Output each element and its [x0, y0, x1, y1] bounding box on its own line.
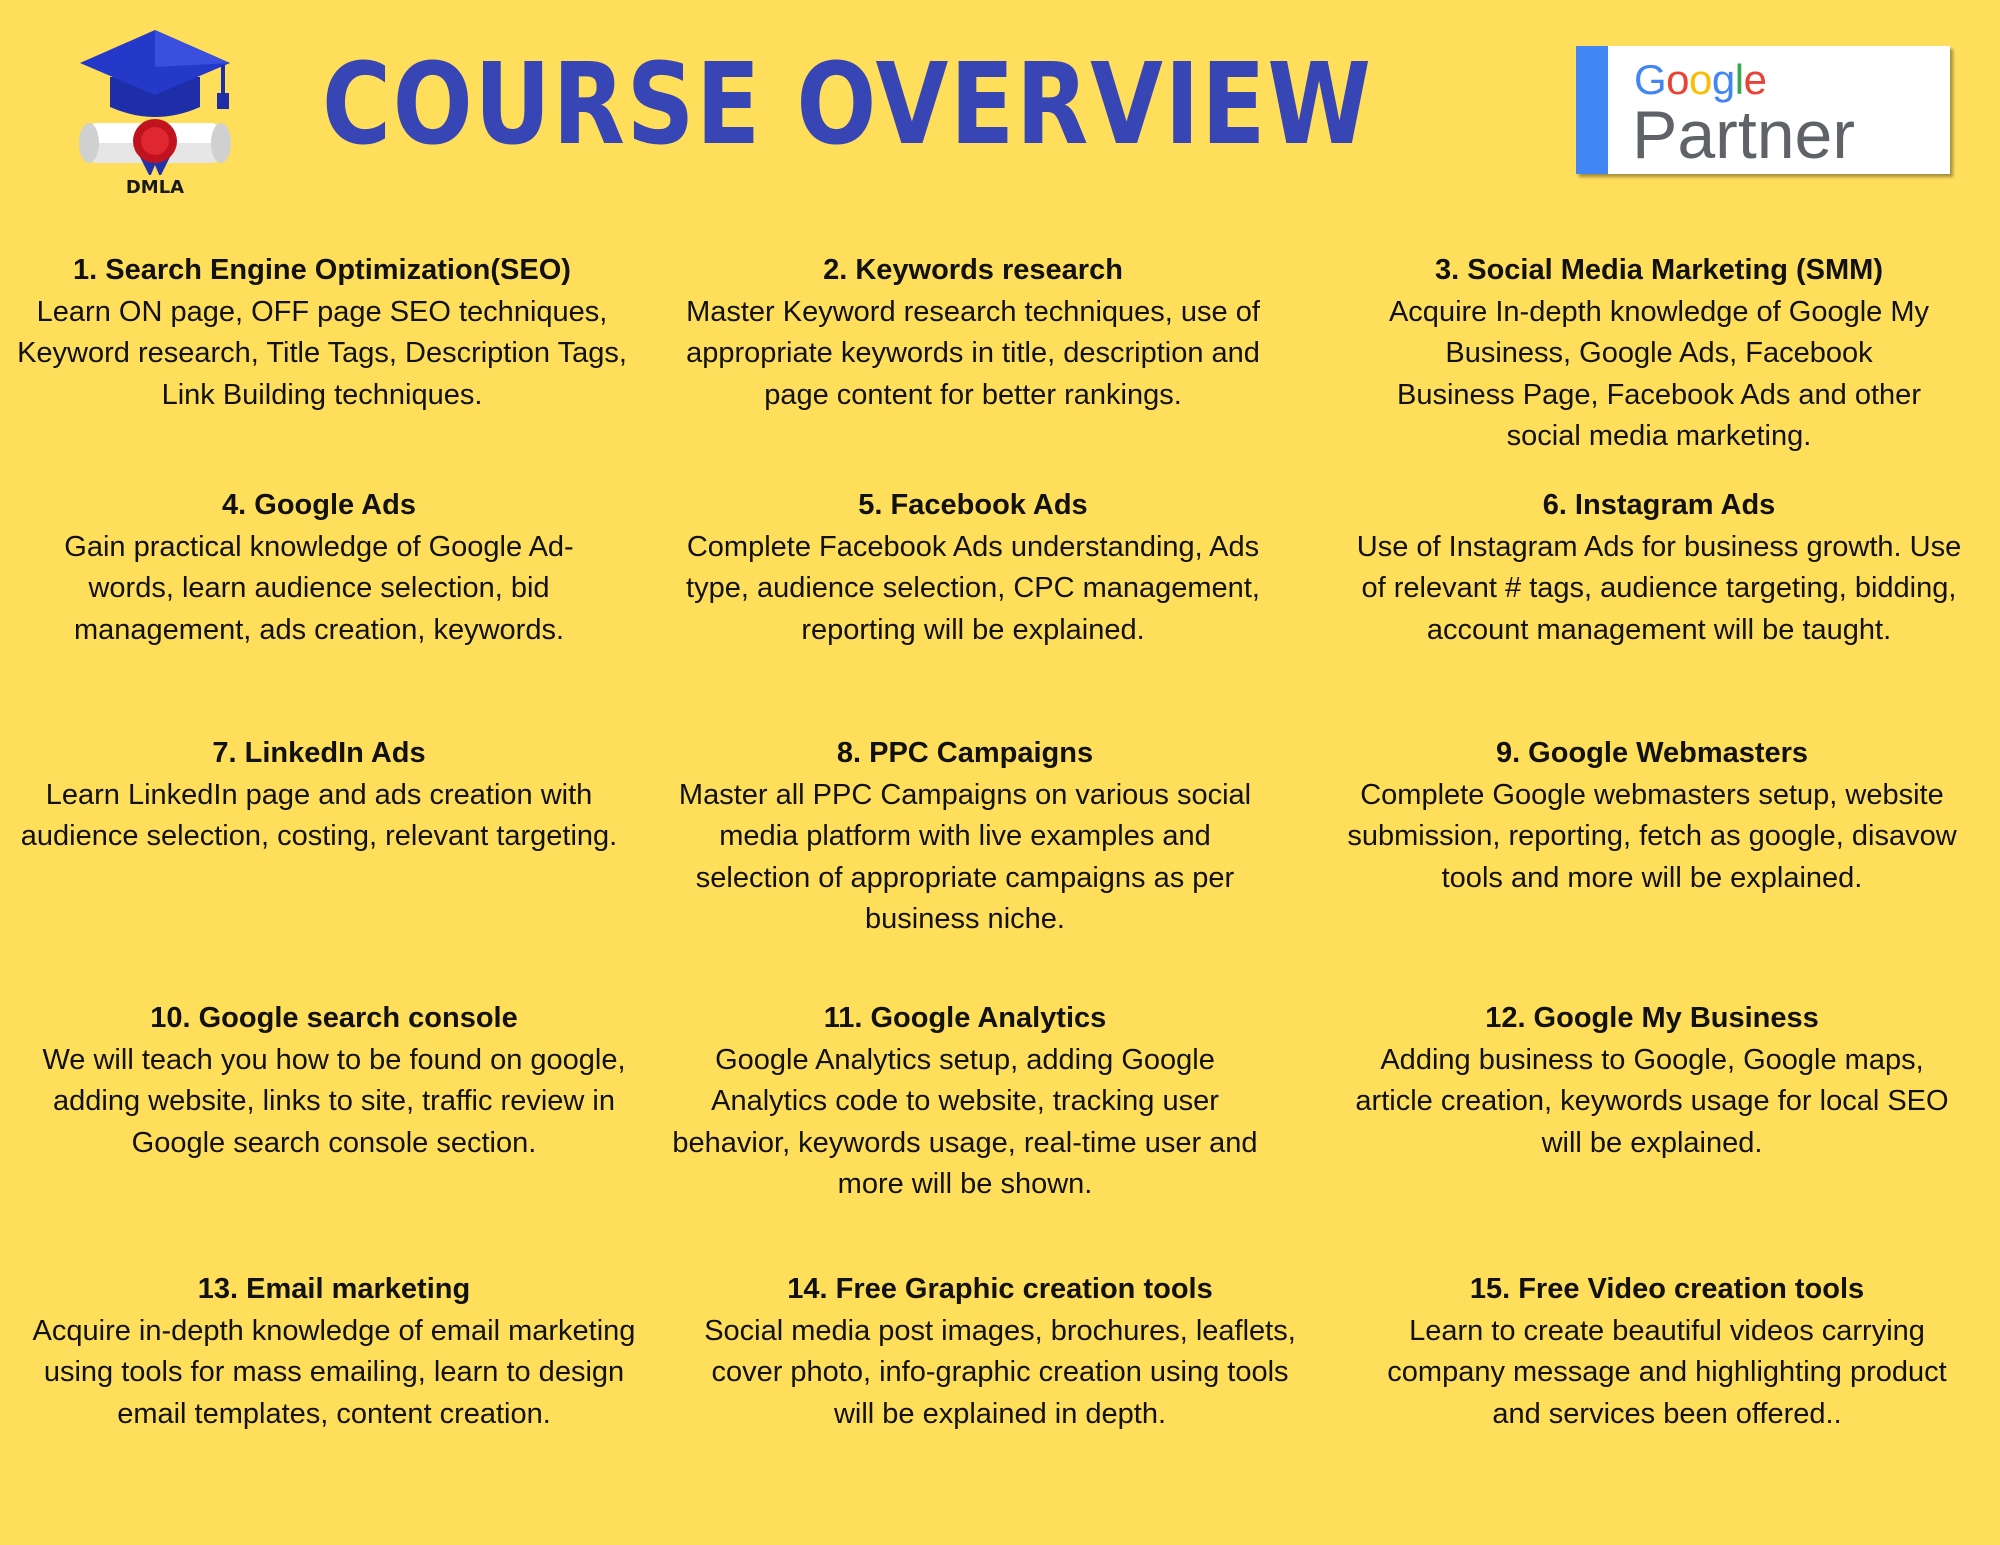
- course-item: [9, 485, 629, 651]
- course-description: Social media post images, brochures, leaflets, cover photo, info-graphic creation using tools will be explained in depth.: [704, 1314, 1296, 1430]
- google-partner-badge: [1576, 46, 1950, 174]
- badge-accent-bar: [1576, 46, 1608, 174]
- course-item: [655, 733, 1275, 941]
- course-title: 5. Facebook Ads: [858, 489, 1088, 521]
- course-item: [1357, 1269, 1977, 1435]
- course-item: [24, 1269, 644, 1435]
- course-title: 15. Free Video creation tools: [1469, 1273, 1865, 1305]
- course-title: 6. Instagram Ads: [1542, 489, 1776, 521]
- course-title: 2. Keywords research: [823, 254, 1123, 286]
- page-title: COURSE OVERVIEW: [322, 40, 1373, 170]
- course-description: Gain practical knowledge of Google Ad-words, learn audience selection, bid management, ads creation, keywords.: [64, 530, 574, 646]
- course-title: 8. PPC Campaigns: [836, 737, 1094, 769]
- course-title: 13. Email marketing: [197, 1273, 471, 1305]
- course-item: [690, 1269, 1310, 1435]
- graduation-cap-diploma-icon: [75, 25, 235, 175]
- course-item: [12, 250, 632, 416]
- course-description: Acquire in-depth knowledge of email marketing using tools for mass emailing, learn to design email templates, content creation.: [32, 1314, 636, 1430]
- course-item: [663, 250, 1283, 416]
- course-description: Complete Google webmasters setup, website submission, reporting, fetch as google, disavow tools and more will be explained.: [1347, 778, 1957, 894]
- course-description: Learn to create beautiful videos carrying company message and highlighting product and services been offered..: [1387, 1314, 1947, 1430]
- dmla-logo: [75, 25, 235, 205]
- course-item: [1342, 998, 1962, 1164]
- logo-text: DMLA: [125, 177, 185, 198]
- course-description: Learn LinkedIn page and ads creation with audience selection, costing, relevant targeting.: [20, 778, 618, 853]
- course-title: 4. Google Ads: [222, 489, 416, 521]
- course-description: Master all PPC Campaigns on various social media platform with live examples and selection of appropriate campaigns as per business niche.: [678, 778, 1252, 936]
- course-title: 12. Google My Business: [1485, 1002, 1819, 1034]
- course-item: [1349, 485, 1969, 651]
- course-title: 7. LinkedIn Ads: [212, 737, 426, 769]
- course-item: [1349, 250, 1969, 458]
- course-item: [655, 998, 1275, 1206]
- course-item: [24, 998, 644, 1164]
- google-wordmark: Google: [1634, 56, 1767, 103]
- course-item: [663, 485, 1283, 651]
- course-description: Learn ON page, OFF page SEO techniques, Keyword research, Title Tags, Description Tags, Link Building techniques.: [17, 295, 627, 411]
- course-title: 11. Google Analytics: [823, 1002, 1107, 1034]
- partner-label: Partner: [1632, 97, 1855, 173]
- course-description: Adding business to Google, Google maps, article creation, keywords usage for local SEO will be explained.: [1355, 1043, 1949, 1159]
- course-item: [1342, 733, 1962, 899]
- course-description: Complete Facebook Ads understanding, Ads type, audience selection, CPC management, reporting will be explained.: [686, 530, 1260, 646]
- course-description: Acquire In-depth knowledge of Google My Business, Google Ads, Facebook Business Page, Facebook Ads and other social media marketing.: [1388, 295, 1930, 453]
- course-title: 14. Free Graphic creation tools: [787, 1273, 1213, 1305]
- course-description: Google Analytics setup, adding Google Analytics code to website, tracking user behavior, keywords usage, real-time user and more will be shown.: [672, 1043, 1258, 1201]
- course-description: Master Keyword research techniques, use of appropriate keywords in title, description and page content for better rankings.: [686, 295, 1260, 411]
- course-description: We will teach you how to be found on google, adding website, links to site, traffic review in Google search console section.: [42, 1043, 626, 1159]
- course-description: Use of Instagram Ads for business growth. Use of relevant # tags, audience targeting, bidding, account management will be taught.: [1356, 530, 1962, 646]
- course-item: [9, 733, 629, 858]
- course-title: 10. Google search console: [150, 1002, 518, 1034]
- course-title: 9. Google Webmasters: [1495, 737, 1809, 769]
- course-title: 3. Social Media Marketing (SMM): [1435, 254, 1883, 286]
- course-title: 1. Search Engine Optimization(SEO): [73, 254, 571, 286]
